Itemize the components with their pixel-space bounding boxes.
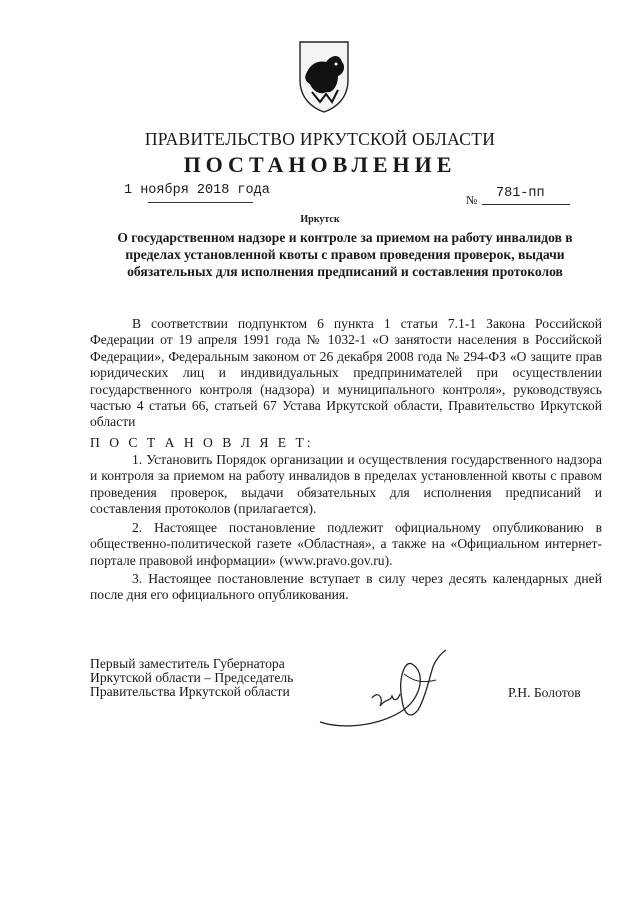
position-line-1: Первый заместитель Губернатора (90, 656, 285, 671)
document-type-title: ПОСТАНОВЛЕНИЕ (183, 152, 457, 177)
signatory-name: Р.Н. Болотов (508, 685, 581, 700)
preamble-paragraph: В соответствии подпунктом 6 пункта 1 статьи 7.1-1 Закона Российской Федерации от 19 апреля 1991 года № 1032-1 «О занятости населения в Российской Федерации», Федеральным законом от 26 декабря 2008 года № 294-ФЗ «О защите прав юридических лиц и индивидуальных предпринимателей при осуществлении государственного контроля (надзора) и муниципального контроля», руководствуясь частью 4 статьи 66, статьей 67 Устава Иркутской области, Правительство Иркутской области (90, 316, 602, 430)
signatory-position (90, 657, 293, 700)
number-underline (482, 204, 570, 205)
coat-of-arms-icon (296, 40, 352, 114)
handwritten-signature-icon (300, 640, 450, 740)
number-sign: № (466, 193, 478, 207)
city-name: Иркутск (300, 214, 340, 225)
document-date: 1 ноября 2018 года (124, 183, 270, 198)
position-line-2: Иркутской области – Председатель (90, 670, 294, 686)
document-subject: О государственном надзоре и контроле за приемом на работу инвалидов в пределах установленной квоты с правом проведения проверок, выдачи обязательных для исполнения предписаний и составления протоколов (117, 230, 573, 279)
resolution-item-3: 3. Настоящее постановление вступает в силу через десять календарных дней после дня его официального опубликования. (90, 571, 602, 603)
date-underline (148, 202, 253, 203)
government-name: ПРАВИТЕЛЬСТВО ИРКУТСКОЙ ОБЛАСТИ (144, 129, 496, 149)
position-line-3: Правительства Иркутской области (90, 684, 290, 700)
resolution-item-1: 1. Установить Порядок организации и осуществления государственного надзора и контроля за приемом на работу инвалидов в пределах установленной квоты с правом проведения проверок, выдачи обязательных для исполнения предписаний и составления протоколов (прилагается). (90, 452, 602, 517)
resolves-heading: П О С Т А Н О В Л Я Е Т: (90, 435, 314, 450)
resolution-item-2: 2. Настоящее постановление подлежит официальному опубликованию в общественно-политической газете «Областная», а также на «Официальном интернет-портале правовой информации» (www.pravo.gov.ru). (90, 520, 602, 568)
document-number: 781-пп (496, 186, 545, 201)
